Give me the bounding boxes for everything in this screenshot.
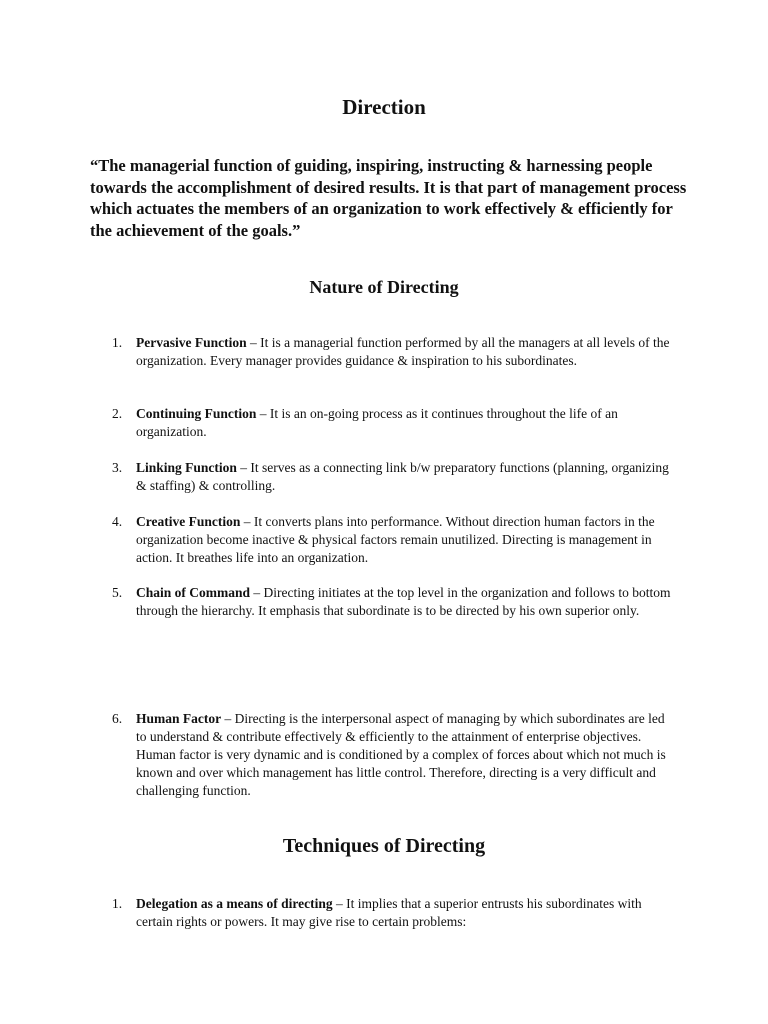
- list-number: 6.: [112, 711, 123, 726]
- list-number: 1.: [112, 335, 123, 350]
- page-title: Direction: [342, 95, 426, 119]
- list-item: [112, 513, 672, 567]
- list-item-body: [136, 584, 672, 620]
- list-item-text: – It converts plans into performance. Without direction human factors in the organization become inactive & physical factors remain unutilized. Directing is management in action. It breathes life into an organization.: [136, 514, 655, 565]
- list-item-term: Creative Function: [136, 514, 241, 529]
- list-item: [112, 334, 672, 370]
- nature-heading: Nature of Directing: [309, 277, 459, 297]
- list-item-text: – It is an on-going process as it continues throughout the life of an organization.: [136, 406, 618, 439]
- list-item-body: [136, 710, 672, 800]
- list-number: 5.: [112, 585, 123, 600]
- list-item-text: – Directing is the interpersonal aspect of managing by which subordinates are led to understand & contribute effectively & efficiently to the attainment of enterprise objectives. Human factor is very dynamic and is conditioned by a complex of forces about which not much is known and over which management has little control. Therefore, directing is a very difficult and challenging function.: [136, 711, 666, 798]
- list-item-term: Chain of Command: [136, 585, 251, 600]
- list-item-term: Delegation as a means of directing: [136, 896, 333, 911]
- techniques-heading: Techniques of Directing: [282, 835, 486, 857]
- list-item-term: Pervasive Function: [136, 335, 247, 350]
- list-item-term: Linking Function: [136, 460, 237, 475]
- list-item: [112, 405, 672, 441]
- list-item: [112, 710, 672, 800]
- definition-quote: “The managerial function of guiding, inspiring, instructing & harnessing people towards the accomplishment of desired results. It is that part of management process which actuates the members of an organization to work effectively & efficiently for the achievement of the goals.”: [90, 156, 687, 240]
- list-item: [112, 584, 672, 620]
- list-item: [112, 459, 672, 495]
- list-item-body: [136, 513, 672, 567]
- list-item-body: [136, 459, 672, 495]
- list-number: 4.: [112, 514, 123, 529]
- list-item-text: – Directing initiates at the top level in the organization and follows to bottom through the hierarchy. It emphasis that subordinate is to be directed by his own superior only.: [136, 585, 671, 618]
- list-number: 2.: [112, 406, 123, 421]
- list-item-term: Continuing Function: [136, 406, 257, 421]
- list-number: 3.: [112, 460, 123, 475]
- list-item: [112, 895, 672, 931]
- list-item-body: [136, 334, 672, 370]
- list-item-text: – It serves as a connecting link b/w preparatory functions (planning, organizing & staffing) & controlling.: [136, 460, 669, 493]
- list-item-term: Human Factor: [136, 711, 222, 726]
- list-item-body: [136, 405, 672, 441]
- list-item-text: – It implies that a superior entrusts his subordinates with certain rights or powers. It may give rise to certain problems:: [136, 896, 642, 929]
- list-number: 1.: [112, 896, 123, 911]
- list-item-body: [136, 895, 672, 931]
- list-item-text: – It is a managerial function performed by all the managers at all levels of the organization. Every manager provides guidance & inspiration to his subordinates.: [136, 335, 670, 368]
